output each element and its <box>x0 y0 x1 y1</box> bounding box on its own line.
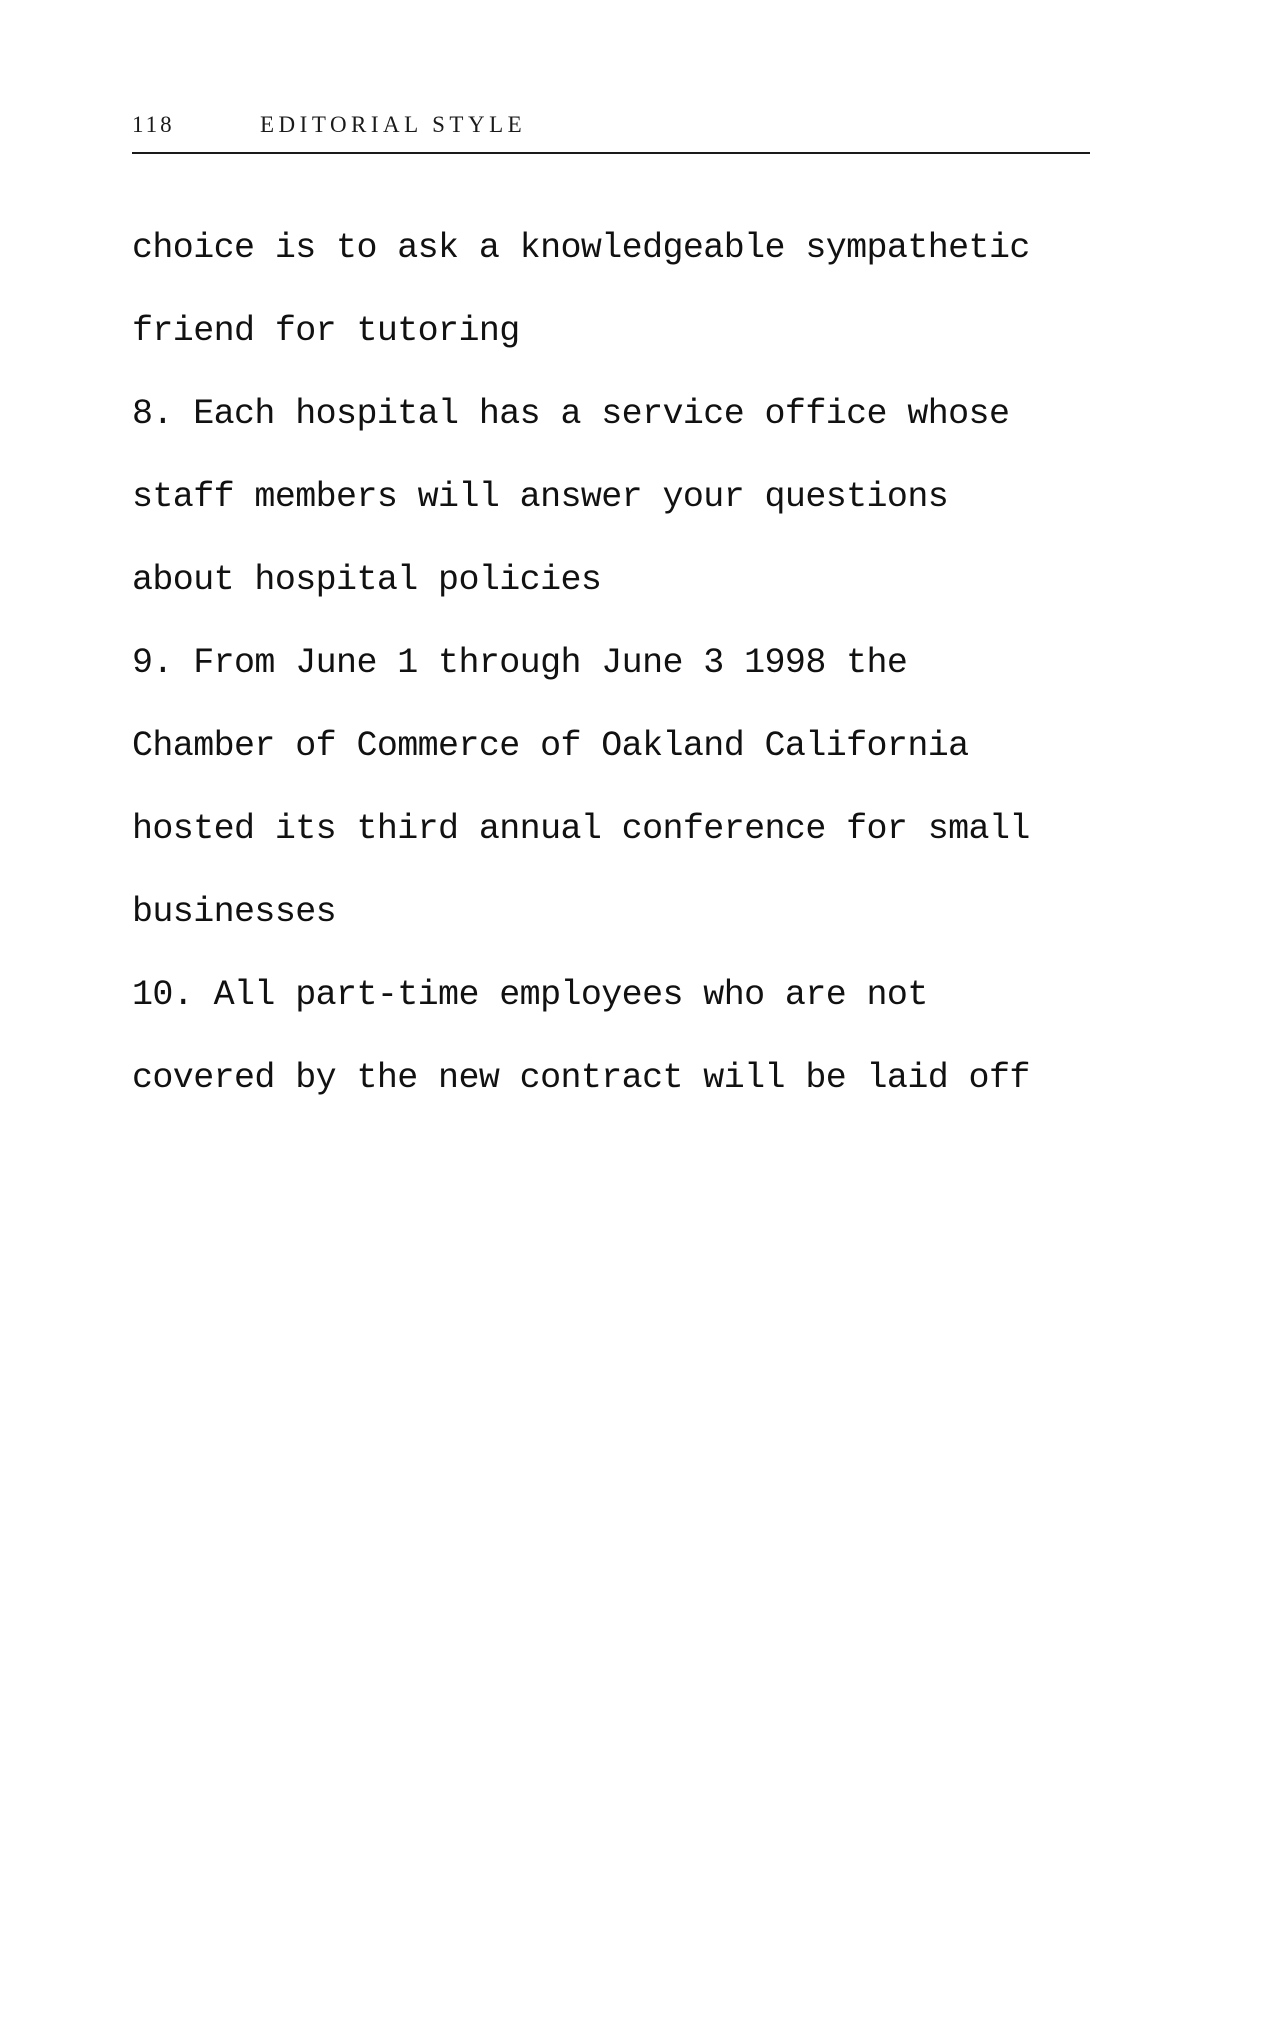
text-line: 10. All part-time employees who are not <box>132 975 928 1015</box>
text-line: 9. From June 1 through June 3 1998 the <box>132 643 908 683</box>
text-line: 8. Each hospital has a service office whose <box>132 394 1010 434</box>
text-line: about hospital policies <box>132 560 602 600</box>
text-line: Chamber of Commerce of Oakland California <box>132 726 969 766</box>
page-number: 118 <box>132 112 175 137</box>
running-head: EDITORIAL STYLE <box>260 112 527 137</box>
text-line: staff members will answer your questions <box>132 477 949 517</box>
text-line: covered by the new contract will be laid off <box>132 1058 1030 1098</box>
page-header <box>132 112 1090 154</box>
text-line: businesses <box>132 892 337 932</box>
text-line: hosted its third annual conference for small <box>132 809 1030 849</box>
text-line: friend for tutoring <box>132 311 520 351</box>
body-text <box>132 215 1092 1128</box>
text-line: choice is to ask a knowledgeable sympathetic <box>132 228 1030 268</box>
